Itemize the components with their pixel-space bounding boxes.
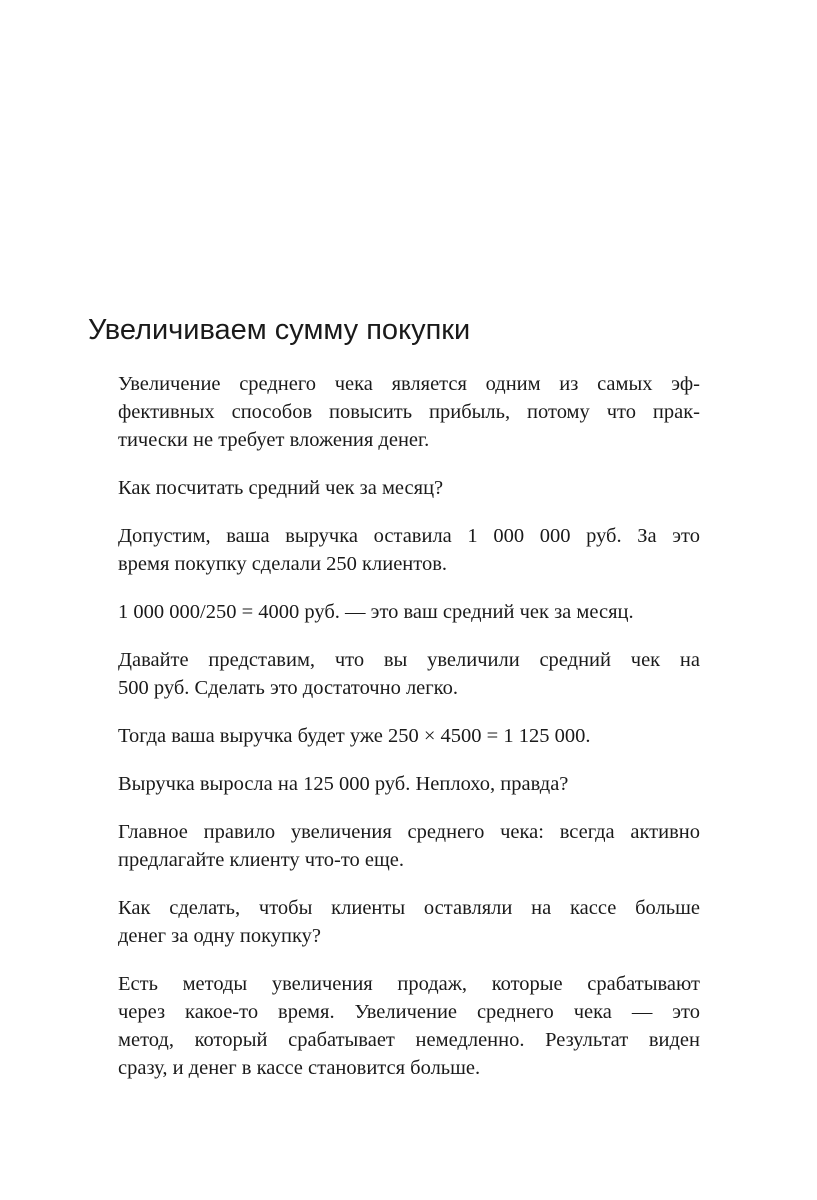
paragraph-line: Допустим, ваша выручка оставила 1 000 000 руб. За это [118, 525, 700, 547]
paragraph [118, 818, 700, 874]
paragraph [118, 970, 700, 1082]
paragraph [118, 474, 700, 502]
paragraph [118, 598, 700, 626]
paragraph [118, 722, 700, 750]
paragraph-line: денег за одну покупку? [118, 925, 322, 947]
paragraph-line: предлагайте клиенту что-то еще. [118, 849, 405, 871]
paragraph [118, 894, 700, 950]
body-text [118, 370, 700, 1102]
paragraph-line: 500 руб. Сделать это достаточно легко. [118, 677, 458, 699]
paragraph-line: сразу, и денег в кассе становится больше. [118, 1057, 481, 1079]
paragraph-line: Есть методы увеличения продаж, которые срабатывают [118, 973, 700, 995]
paragraph-line: Как сделать, чтобы клиенты оставляли на кассе больше [118, 897, 700, 919]
paragraph [118, 770, 700, 798]
paragraph-line: Давайте представим, что вы увеличили средний чек на [118, 649, 700, 671]
paragraph-line: через какое-то время. Увеличение среднего чека — это [118, 1001, 700, 1023]
paragraph-line: Увеличение среднего чека является одним из самых эф- [118, 373, 700, 395]
paragraph-line: фективных способов повысить прибыль, потому что прак- [118, 401, 700, 423]
paragraph-line: 1 000 000/250 = 4000 руб. — это ваш средний чек за месяц. [118, 601, 634, 623]
paragraph [118, 522, 700, 578]
paragraph-line: Тогда ваша выручка будет уже 250 × 4500 = 1 125 000. [118, 725, 591, 747]
paragraph-line: время покупку сделали 250 клиентов. [118, 553, 448, 575]
paragraph-line: Как посчитать средний чек за месяц? [118, 477, 444, 499]
paragraph [118, 646, 700, 702]
paragraph-line: тически не требует вложения денег. [118, 429, 430, 451]
paragraph [118, 370, 700, 454]
paragraph-line: Выручка выросла на 125 000 руб. Неплохо, правда? [118, 773, 569, 795]
paragraph-line: метод, который срабатывает немедленно. Результат виден [118, 1029, 700, 1051]
section-heading: Увеличиваем сумму покупки [88, 314, 471, 346]
paragraph-line: Главное правило увеличения среднего чека: всегда активно [118, 821, 700, 843]
